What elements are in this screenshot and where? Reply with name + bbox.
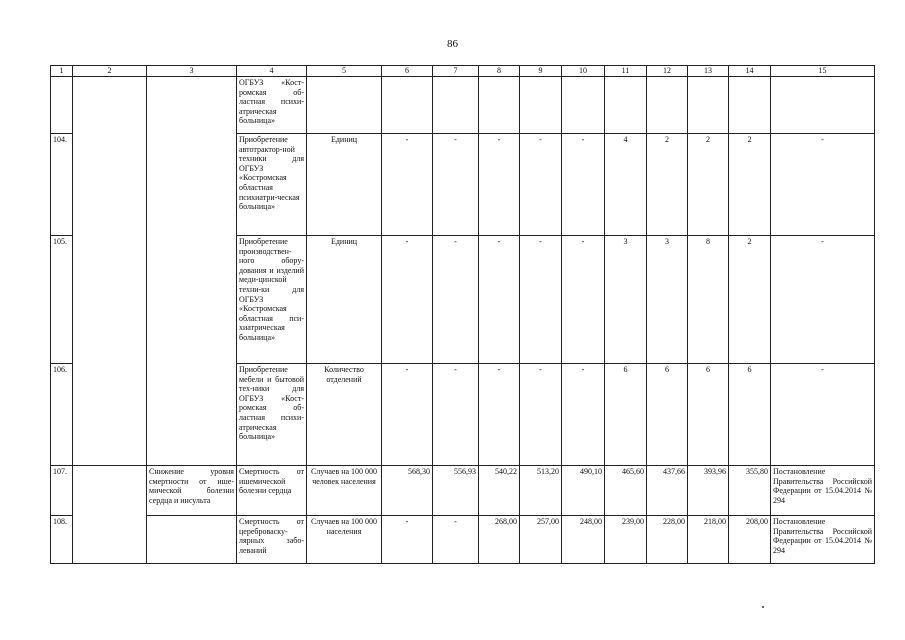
value-cell: 490,10	[562, 466, 605, 516]
value-cell: 568,30	[382, 466, 433, 516]
value-cell: -	[479, 236, 520, 364]
value-cell: -	[382, 236, 433, 364]
indicators-table	[50, 65, 875, 564]
value-cell: -	[433, 236, 479, 364]
value-cell: -	[562, 134, 605, 236]
indicator-name: Смертность от ишемической болезни сердца	[237, 466, 307, 516]
header-cell: 14	[729, 66, 771, 77]
value-cell: 6	[647, 364, 688, 466]
goal-cell	[147, 516, 237, 564]
indicator-name: Приобретение автотрактор-ной техники для ОГБУЗ «Костромская областная психиатри-ческая больница»	[237, 134, 307, 236]
value-cell: 6	[729, 364, 771, 466]
indicator-name: Приобретение производствен-ного обору-дования и изделий меди-цинской техни-ки для ОГБУЗ «Костромская областная пси-хиатрическая больница»	[237, 236, 307, 364]
value-cell: -	[433, 364, 479, 466]
value-cell: 4	[605, 134, 647, 236]
value-cell: 8	[688, 236, 729, 364]
table-row	[51, 77, 875, 134]
unit-cell: Единиц	[307, 236, 382, 364]
unit-cell: Случаев на 100 000 населения	[307, 516, 382, 564]
value-cell: -	[520, 236, 562, 364]
value-cell: -	[562, 364, 605, 466]
row-number: 108.	[51, 516, 73, 564]
value-cell: 268,00	[479, 516, 520, 564]
header-cell: 9	[520, 66, 562, 77]
value-cell: -	[479, 364, 520, 466]
header-cell: 4	[237, 66, 307, 77]
column-2-cell	[73, 466, 147, 564]
scan-speck	[762, 606, 764, 608]
header-cell: 8	[479, 66, 520, 77]
value-cell: 437,66	[647, 466, 688, 516]
value-cell: -	[433, 134, 479, 236]
table-row	[51, 466, 875, 516]
value-cell: 208,00	[729, 516, 771, 564]
goal-cell: Снижение уровня смертности от ише-мической болезни сердца и инсульта	[147, 466, 237, 516]
value-cell: 3	[605, 236, 647, 364]
value-cell: 393,96	[688, 466, 729, 516]
header-cell: 7	[433, 66, 479, 77]
value-cell: 540,22	[479, 466, 520, 516]
value-cell: 2	[647, 134, 688, 236]
column-2-cell	[73, 77, 147, 466]
header-cell: 10	[562, 66, 605, 77]
page-number: 86	[447, 38, 458, 50]
note-cell: -	[771, 364, 875, 466]
legal-basis-cell: Постановление Правительства Российской Федерации от 15.04.2014 № 294	[771, 466, 875, 516]
row-number: 107.	[51, 466, 73, 516]
value-cell: -	[382, 516, 433, 564]
value-cell: 556,93	[433, 466, 479, 516]
header-row	[51, 66, 875, 77]
header-cell: 12	[647, 66, 688, 77]
indicator-name: ОГБУЗ «Кост-ромская об-ластная психи-атрическая больница»	[237, 77, 307, 134]
header-cell: 11	[605, 66, 647, 77]
value-cell: 239,00	[605, 516, 647, 564]
value-cell: 2	[688, 134, 729, 236]
column-3-cell	[147, 77, 237, 466]
header-cell: 6	[382, 66, 433, 77]
row-number: 104.	[51, 134, 73, 236]
value-cell: 3	[647, 236, 688, 364]
value-cell: 6	[605, 364, 647, 466]
header-cell: 1	[51, 66, 73, 77]
legal-basis-cell: Постановление Правительства Российской Федерации от 15.04.2014 № 294	[771, 516, 875, 564]
row-number: 106.	[51, 364, 73, 466]
value-cell: 2	[729, 236, 771, 364]
value-cell: -	[433, 516, 479, 564]
unit-cell: Единиц	[307, 134, 382, 236]
value-cell: 218,00	[688, 516, 729, 564]
value-cell: -	[562, 236, 605, 364]
value-cell: 6	[688, 364, 729, 466]
note-cell: -	[771, 134, 875, 236]
value-cell: 257,00	[520, 516, 562, 564]
header-cell: 3	[147, 66, 237, 77]
indicator-name: Смертность от цереброваску-лярных забо-леваний	[237, 516, 307, 564]
value-cell: 248,00	[562, 516, 605, 564]
value-cell: -	[382, 134, 433, 236]
header-cell: 2	[73, 66, 147, 77]
value-cell: 2	[729, 134, 771, 236]
header-cell: 13	[688, 66, 729, 77]
note-cell: -	[771, 236, 875, 364]
unit-cell: Количество отделений	[307, 364, 382, 466]
header-cell: 15	[771, 66, 875, 77]
row-number: 105.	[51, 236, 73, 364]
value-cell: -	[520, 134, 562, 236]
indicator-name: Приобретение мебели и бытовой тех-ники для ОГБУЗ «Кост-ромская об-ластная психи-атрическая больница»	[237, 364, 307, 466]
value-cell: -	[479, 134, 520, 236]
value-cell: 228,00	[647, 516, 688, 564]
value-cell: -	[382, 364, 433, 466]
value-cell: 355,80	[729, 466, 771, 516]
table-row	[51, 516, 875, 564]
unit-cell: Случаев на 100 000 человек населения	[307, 466, 382, 516]
header-cell: 5	[307, 66, 382, 77]
value-cell: -	[520, 364, 562, 466]
value-cell: 513,20	[520, 466, 562, 516]
value-cell: 465,60	[605, 466, 647, 516]
